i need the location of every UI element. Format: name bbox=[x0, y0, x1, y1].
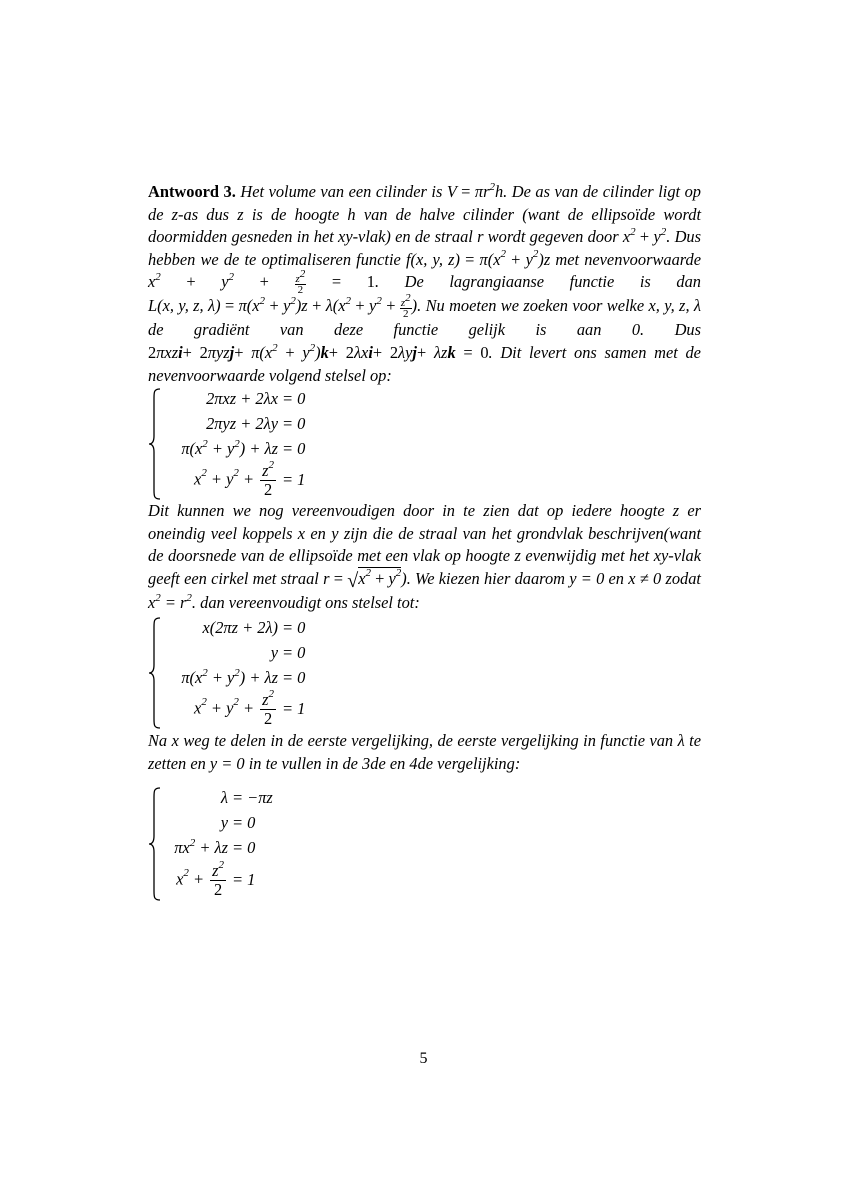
equation-row: λ = −πz bbox=[220, 788, 273, 807]
equation-system-2 bbox=[148, 617, 348, 729]
paragraph-simplification: Dit kunnen we nog vereenvoudigen door in te zien dat op iedere hoogte z er oneindig veel koppels x en y zijn die de straal van het grondvlak beschrijven(want de doorsnede van de ellipsoïde met een vlak op hoogte z evenwijdig met het xy-vlak geeft een cirkel met straal $r = √x^2 + y^2$). We kiezen hier daarom y = 0 en x ≠ 0 zodat $x^2 = r^2$. dan vereenvoudigt ons stelsel tot: bbox=[148, 501, 701, 613]
equation-row: $\pi(x^2 + y^2) + \lambda z$ = 0 bbox=[181, 437, 306, 458]
equation-row: $x^2 + y^2$ + $\frac{z^2}{2}$ = 1 bbox=[194, 688, 306, 728]
answer-heading: Antwoord 3. bbox=[148, 182, 236, 201]
formula-circle-radius: $r = √x^2 + y^2$ bbox=[323, 567, 402, 592]
equation-row: 2πyz + 2λy = 0 bbox=[206, 414, 306, 433]
equation-row: 2πxz + 2λx = 0 bbox=[206, 389, 306, 408]
left-brace-icon bbox=[148, 787, 162, 901]
formula-gradient: $2\pi xzi+ 2\pi yzj+ \pi(x^2 + y^2)k+ 2\lambda xi+ 2\lambda yj+ \lambda zk = 0$ bbox=[148, 341, 489, 362]
left-brace-icon bbox=[148, 388, 162, 500]
equation-row: $\pi x^2 + \lambda z$ = 0 bbox=[174, 836, 256, 857]
page-number: 5 bbox=[419, 1050, 428, 1067]
equation-row: $x^2$ + $\frac{z^2}{2}$ = 1 bbox=[176, 859, 256, 899]
equation-row: $x^2 + y^2$ + $\frac{z^2}{2}$ = 1 bbox=[194, 459, 306, 499]
equation-row: y = 0 bbox=[270, 643, 306, 662]
paragraph-substitution: Na x weg te delen in de eerste vergelijking, de eerste vergelijking in functie van λ te zetten en y = 0 in te vullen in de 3de en 4de vergelijking: bbox=[148, 731, 701, 773]
formula-volume: $V = \pi r^2h$ bbox=[446, 180, 504, 201]
formula-constraint: $x^2 + y^2$ + $\frac{z^2}{2}$ = 1 bbox=[148, 267, 375, 297]
equation-system-1 bbox=[148, 388, 348, 500]
equation-system-3 bbox=[148, 787, 348, 901]
formula-radius: $x^2 + y^2$ bbox=[622, 225, 667, 247]
left-brace-icon bbox=[148, 617, 162, 729]
equation-row: x(2πz + 2λ) = 0 bbox=[202, 618, 306, 637]
equation-row: y = 0 bbox=[220, 813, 256, 832]
formula-objective: f(x, y, $z) = \pi(x^2 + y^2)z$ bbox=[405, 248, 551, 269]
formula-lagrangian: L(x, y, z, $\lambda) = \pi(x^2 + y^2)z + \lambda(x^2 + y^2$ + $\frac{z^2}{2}$ ) bbox=[148, 291, 418, 321]
equation-row: $\pi(x^2 + y^2) + \lambda z$ = 0 bbox=[181, 666, 306, 687]
paragraph-antwoord-3: Antwoord 3. Het volume van een cilinder is $V = \pi r^2h$. De as van de cilinder ligt op de z-as dus z is de hoogte h van de halve cilinder (want de ellipsoïde wordt doormidden gesneden in het xy-vlak) en de straal r wordt gegeven door $x^2 + y^2$. Dus hebben we de te optimaliseren functie f(x, y, $z) = \pi(x^2 + y^2)z$ met nevenvoorwaarde $x^2 + y^2$ + $\frac{z^2}{2}$ = 1. De lagrangiaanse functie is dan L(x, y, z, $\lambda) = \pi(x^2 + y^2)z + \lambda(x^2 + y^2$ + $\frac{z^2}{2}$ ). Nu moeten we zoeken voor welke x, y, z, λ de gradiënt van deze functie gelijk is aan 0. Dus $2\pi xzi+ 2\pi yzj+ \pi(x^2 + y^2)k+ 2\lambda xi+ 2\lambda yj+ \lambda zk = 0$. Dit levert ons samen met de nevenvoorwaarde volgend stelsel op: bbox=[148, 180, 702, 385]
